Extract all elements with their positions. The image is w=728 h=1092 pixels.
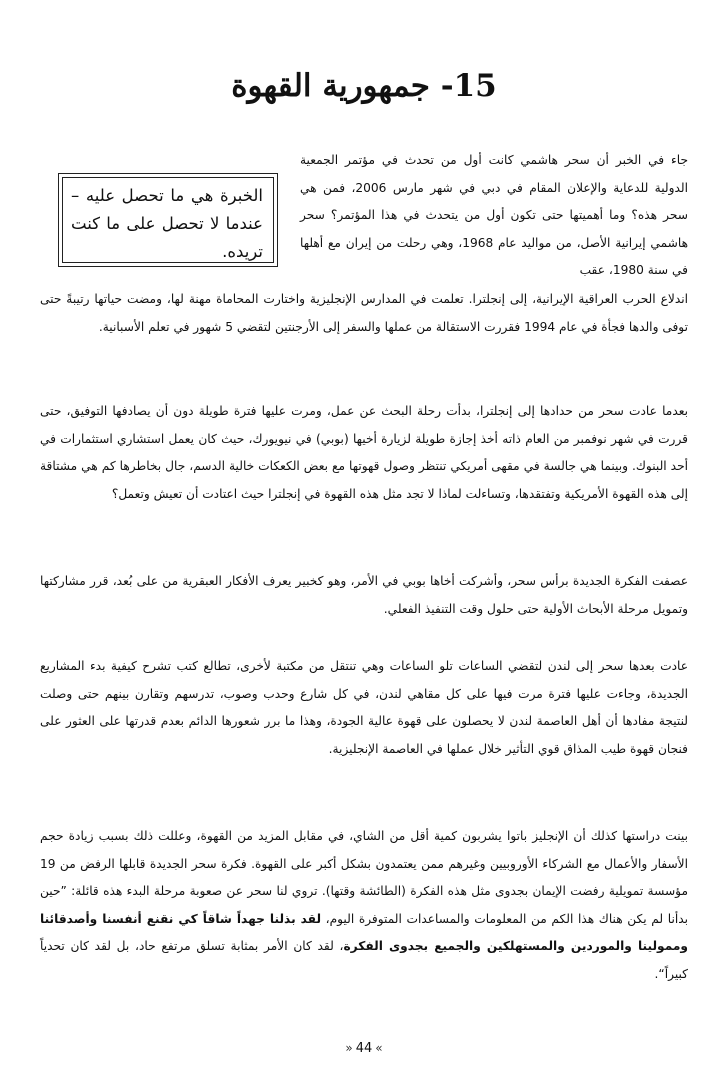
paragraph-3: عصفت الفكرة الجديدة برأس سحر، وأشركت أخاها بوبي في الأمر، وهو كخبير يعرف الأفكار العبقرية من على بُعد، قرر مشاركتها وتمويل مرحلة الأبحاث الأولية حتى حلول وقت التنفيذ الفعلي. [40,574,688,616]
quote-text: الخبرة هي ما تحصل عليه – عندما لا تحصل على ما كنت تريده. [71,186,263,261]
paragraph-1-continued: اندلاع الحرب العراقية الإيرانية، إلى إنجلترا. تعلمت في المدارس الإنجليزية واختارت المحاماة مهنة لها، ومضت حياتها رتيبةً حتى توفى والدها فجأة في عام 1994 فقررت الاستقالة من عملها والسفر إلى الأرجنتين لتقضي 5 شهور في تعلم الأسبانية. [40,292,688,334]
page-number-left-bracket: » [375,1041,383,1055]
page-footer [0,1041,728,1056]
quote-box [58,173,278,267]
page-number: 44 [355,1041,373,1056]
paragraph-5-text-a: بينت دراستها كذلك أن الإنجليز باتوا يشربون كمية أقل من الشاي، في مقابل المزيد من القهوة، وعللت ذلك بسبب زيادة حجم الأسفار والأعمال مع الشركاء الأوروبيين وغيرهم ممن يعتمدون بشكل أكبر على القهوة. فكرة سحر الجديدة قابلها الرفض من 19 مؤسسة تمويلية رفضت الإيمان بجدوى مثل هذه الفكرة (الطائشة وقتها). تروي لنا سحر عن صعوبة مرحلة البدء هذه قائلة: ”حين بدأنا لم يكن هناك هذا الكم من المعلومات والمساعدات المتوفرة اليوم، [40,829,689,926]
paragraph-2: بعدما عادت سحر من حدادها إلى إنجلترا، بدأت رحلة البحث عن عمل، ومرت عليها فترة طويلة دون أن يصادفها التوفيق، حتى قررت في شهر نوفمبر من العام ذاته أخذ إجازة طويلة لزيارة أخيها (بوبي) في نيويورك، حيث كان يعمل استشاري استثمارات في أحد البنوك. وبينما هي جالسة في مقهى أمريكي تنتظر وصول قهوتها مع بعض الكعكات خالية الدسم، جال بخاطرها كم هي مشتاقة إلى هذه القهوة الأمريكية وتفتقدها، وتساءلت لماذا لا تجد مثل هذه القهوة في إنجلترا حيث اعتادت أن تعيش وتعمل؟ [40,404,688,501]
paragraph-5-bold-quote: لقد بذلنا جهداً شاقاً كي نقنع أنفسنا وأصدقائنا وممولينا والموردين والمستهلكين والجميع بجدوى الفكرة [40,911,688,954]
paragraph-5 [40,823,688,989]
chapter-title: 15- جمهورية القهوة [231,68,497,104]
paragraph-4: عادت بعدها سحر إلى لندن لتقضي الساعات تلو الساعات وهي تنتقل من مكتبة لأخرى، تطالع كتب تشرح كيفية بدء المشاريع الجديدة، وجاءت عليها فترة مرت فيها على كل مقاهي لندن، في كل شارع وحدب وصوب، تدرسهم وتقارن بينهم حتى وصلت لنتيجة مفادها أن أهل العاصمة لندن لا يحصلون على قهوة عالية الجودة، وهذا ما برر شعورها الدائم بعدم قدرتها على العثور على فنجان قهوة طيب المذاق قوي التأثير خلال عملها في العاصمة الإنجليزية. [40,659,688,756]
paragraph-5-text-b: ، لقد كان الأمر بمثابة تسلق مرتفع حاد، بل لقد كان تحدياً كبيراً“. [40,939,688,981]
page-number-right-bracket: « [345,1041,353,1055]
paragraph-1-intro: جاء في الخبر أن سحر هاشمي كانت أول من تحدث في مؤتمر الجمعية الدولية للدعاية والإعلان المقام في دبي في شهر مارس 2006، فمن هي سحر هذه؟ وما أهميتها حتى تكون أول من يتحدث في هذا المؤتمر؟ سحر هاشمي إيرانية الأصل، من مواليد عام 1968، وهي رحلت من إيران مع أهلها في سنة 1980، عقب [300,153,688,278]
